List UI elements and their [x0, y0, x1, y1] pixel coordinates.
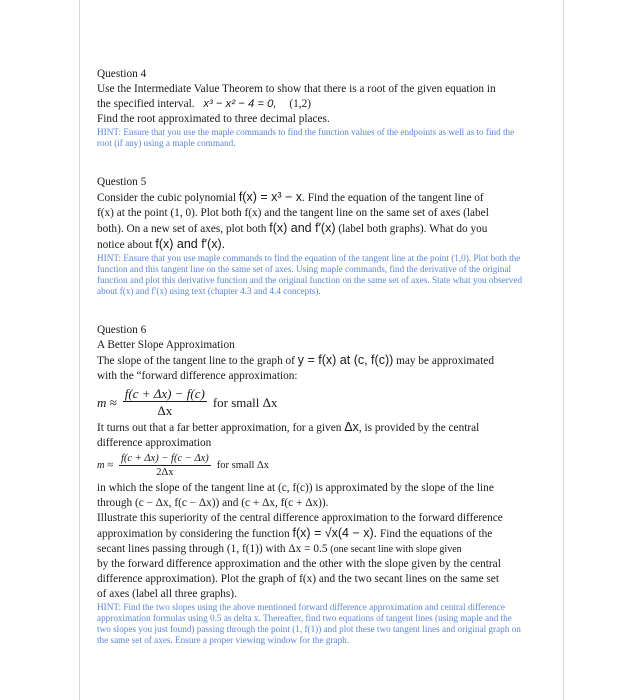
question-6-line: by the forward difference approximation and the other with the slope given by the central	[97, 558, 501, 570]
function-expression: f(x) = √x(4 − x).	[292, 526, 378, 540]
question-4-line: Find the root approximated to three decimal places.	[97, 113, 330, 125]
question-5-line	[97, 237, 525, 253]
question-6-line	[97, 526, 525, 542]
question-6-line	[97, 420, 525, 436]
question-4-hint: HINT: Ensure that you use the maple commands to find the function values of the endpoints as well as to find the root (if any) using a maple command.	[97, 127, 515, 148]
slope-symbol: m ≈	[97, 394, 117, 410]
question-6-line: through (c − Δx, f(c − Δx)) and (c + Δx, f(c + Δx)).	[97, 497, 329, 509]
text-segment: , is provided by the central	[358, 422, 480, 434]
question-4-title: Question 4	[97, 68, 147, 80]
fraction-numerator: f(c + Δx) − f(c)	[124, 386, 205, 401]
point: (1, f(1))	[226, 543, 263, 555]
left-margin-line	[79, 0, 80, 700]
question-5-title: Question 5	[97, 176, 147, 188]
interval: (1,2)	[289, 98, 312, 110]
question-5-line: Consider the cubic polynomial f(x) = x³ − x. Find the equation of the tangent line of	[97, 190, 484, 204]
question-6-line: in which the slope of the tangent line at (c, f(c)) is approximated by the slope of the line	[97, 482, 494, 494]
equation: x³ − x² − 4 = 0,	[203, 98, 277, 110]
question-5	[97, 175, 525, 297]
text-segment: (one secant line with slope given	[330, 544, 462, 555]
function-expression: f(x) = x³ − x	[238, 190, 303, 204]
text-segment: secant lines passing through	[97, 543, 225, 555]
question-6-line: difference approximation). Plot the graph of f(x) and the two secant lines on the same set	[97, 573, 499, 585]
function-expression: f(x) and f′(x).	[155, 237, 226, 251]
question-6-hint: HINT: Find the two slopes using the above mentioned forward difference approximation and central difference approximation formulas using 0.5 as delta x. Thereafter, find two equations of tangent lines (using maple and the two slopes you just found) passing through the point (1, f(1)) and plot these two tangent lines and original graph on the same set of axes. Ensure a proper viewing window for the graph.	[97, 602, 521, 645]
text-segment: (label both graphs). What do you	[338, 223, 488, 235]
question-4-equation-line	[97, 97, 525, 112]
question-5-line: f(x) at the point (1, 0). Plot both f(x) and the tangent line on the same set of axes (label	[97, 207, 489, 219]
question-6-subtitle: A Better Slope Approximation	[97, 339, 235, 351]
right-margin-line	[563, 0, 564, 700]
function-expression: f(x) and f′(x)	[269, 221, 336, 235]
question-5-hint: HINT: Ensure that you use maple commands to find the equation of the tangent line at the point (1,0). Plot both the function and this tangent line on the same set of axes. Using maple commands, find the derivative of the original function and plot this derivative function and the original function on the same set of axes. State what you observed about f(x) and f′(x) using text (chapter 4.3 and 4.4 concepts).	[97, 253, 523, 296]
text-segment: the specified interval.	[97, 98, 195, 110]
question-6-line	[97, 542, 525, 557]
text-segment: with Δx = 0.5	[265, 543, 328, 555]
question-6-line: difference approximation	[97, 437, 212, 449]
function-expression: y = f(x) at (c, f(c))	[297, 353, 394, 367]
fraction	[119, 453, 211, 479]
question-5-line	[97, 221, 525, 237]
delta-x: Δx	[344, 420, 359, 434]
central-difference-formula	[97, 453, 525, 479]
question-6-line: of axes (label all three graphs).	[97, 588, 237, 600]
formula-note: for small Δx	[216, 460, 270, 471]
fraction-denominator: Δx	[157, 403, 173, 418]
question-6-line: with the “forward difference approximation:	[97, 370, 298, 382]
question-4-line: Use the Intermediate Value Theorem to show that there is a root of the given equation in	[97, 83, 496, 95]
slope-symbol: m ≈	[97, 460, 113, 471]
text-segment: Consider the cubic polynomial	[97, 192, 236, 204]
text-segment: Find the equation of the tangent line of	[307, 192, 484, 204]
text-segment: Find the equations of the	[379, 528, 493, 540]
text-segment: notice about	[97, 239, 153, 251]
fraction	[123, 386, 207, 418]
question-6-title: Question 6	[97, 324, 147, 336]
text-segment: approximation by considering the function	[97, 528, 290, 540]
forward-difference-formula	[97, 386, 525, 418]
document-content	[97, 67, 525, 646]
text-segment: It turns out that a far better approximation, for a given	[97, 422, 342, 434]
question-6-line: Illustrate this superiority of the central difference approximation to the forward difference	[97, 512, 503, 524]
formula-note: for small Δx	[212, 394, 278, 410]
fraction-denominator: 2Δx	[156, 467, 174, 478]
question-4	[97, 67, 525, 149]
question-6-line	[97, 353, 525, 369]
text-segment: both). On a new set of axes, plot both	[97, 223, 267, 235]
fraction-numerator: f(c + Δx) − f(c − Δx)	[120, 453, 209, 464]
text-segment: The slope of the tangent line to the graph of	[97, 355, 295, 367]
text-segment: may be approximated	[396, 355, 494, 367]
question-6	[97, 323, 525, 646]
